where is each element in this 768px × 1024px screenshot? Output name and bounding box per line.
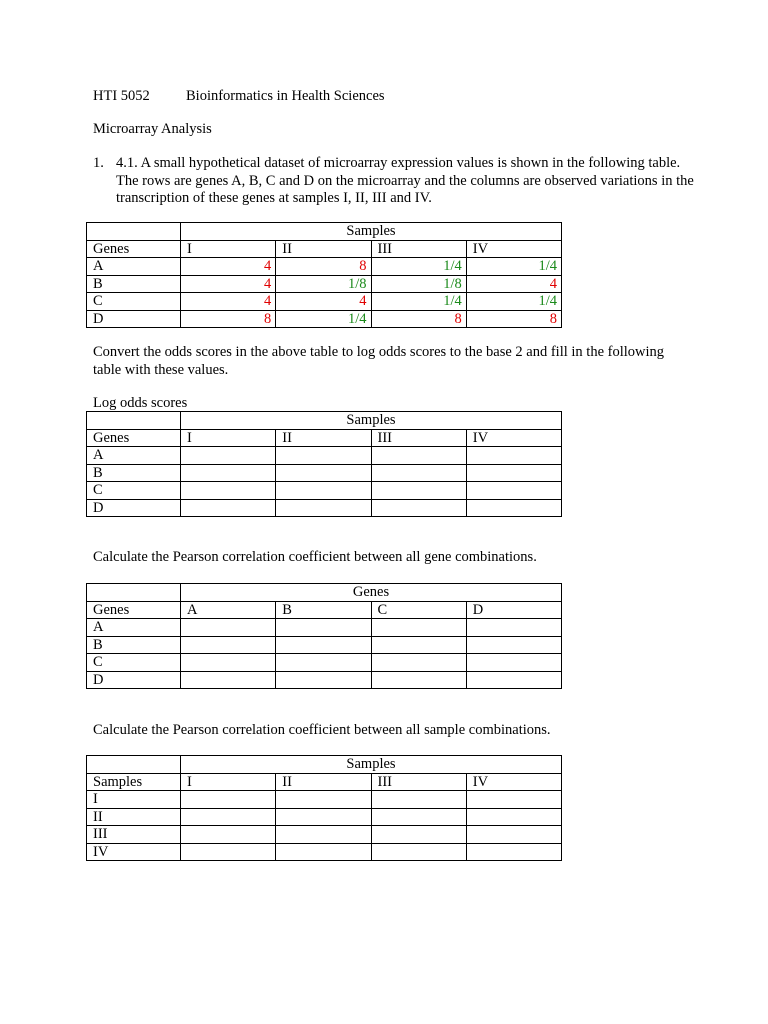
- row-label: D: [87, 310, 181, 328]
- correlation-cell[interactable]: [466, 808, 561, 826]
- column-header: C: [371, 601, 466, 619]
- expression-table: [86, 222, 562, 328]
- course-code: HTI 5052: [93, 88, 150, 104]
- correlation-cell[interactable]: [181, 791, 276, 809]
- column-header: III: [371, 773, 466, 791]
- row-label: II: [87, 808, 181, 826]
- log-odds-cell[interactable]: [276, 464, 371, 482]
- correlation-cell[interactable]: [276, 619, 371, 637]
- correlation-cell[interactable]: [181, 654, 276, 672]
- expression-value-cell: 1/4: [371, 293, 466, 311]
- log-odds-cell[interactable]: [276, 447, 371, 465]
- table-row: [87, 293, 562, 311]
- correlation-cell[interactable]: [276, 791, 371, 809]
- samples-span-header: Samples: [181, 412, 562, 430]
- expression-value-cell: 1/4: [371, 258, 466, 276]
- log-odds-cell[interactable]: [466, 464, 561, 482]
- table-row: [87, 258, 562, 276]
- row-label: D: [87, 499, 181, 517]
- correlation-cell[interactable]: [371, 843, 466, 861]
- row-label: B: [87, 275, 181, 293]
- correlation-cell[interactable]: [466, 636, 561, 654]
- samples-span-header: Samples: [181, 756, 562, 774]
- correlation-cell[interactable]: [371, 654, 466, 672]
- expression-value-cell: 1/4: [276, 310, 371, 328]
- correlation-cell[interactable]: [181, 619, 276, 637]
- log-odds-cell[interactable]: [466, 447, 561, 465]
- row-label: B: [87, 636, 181, 654]
- table-row: [87, 843, 562, 861]
- table-row: [87, 482, 562, 500]
- corner-label: Genes: [87, 601, 181, 619]
- log-odds-cell[interactable]: [371, 464, 466, 482]
- correlation-cell[interactable]: [181, 636, 276, 654]
- row-label: I: [87, 791, 181, 809]
- column-header: IV: [466, 429, 561, 447]
- correlation-cell[interactable]: [276, 826, 371, 844]
- correlation-cell[interactable]: [371, 619, 466, 637]
- expression-value-cell: 8: [466, 310, 561, 328]
- table-row: [87, 310, 562, 328]
- table-header-row: [87, 223, 562, 241]
- correlation-cell[interactable]: [276, 843, 371, 861]
- samples-instruction: Calculate the Pearson correlation coefficient between all sample combinations.: [93, 722, 551, 738]
- correlation-cell[interactable]: [371, 791, 466, 809]
- row-label: A: [87, 447, 181, 465]
- row-label: C: [87, 482, 181, 500]
- column-header: II: [276, 240, 371, 258]
- column-header: A: [181, 601, 276, 619]
- correlation-cell[interactable]: [181, 808, 276, 826]
- expression-value-cell: 1/8: [276, 275, 371, 293]
- section-title: Microarray Analysis: [93, 121, 212, 137]
- correlation-cell[interactable]: [276, 808, 371, 826]
- corner-label: Samples: [87, 773, 181, 791]
- row-label: C: [87, 293, 181, 311]
- log-odds-cell[interactable]: [276, 499, 371, 517]
- table-column-row: [87, 429, 562, 447]
- table-row: [87, 808, 562, 826]
- expression-value-cell: 8: [181, 310, 276, 328]
- correlation-cell[interactable]: [466, 619, 561, 637]
- row-label: IV: [87, 843, 181, 861]
- correlation-cell[interactable]: [371, 636, 466, 654]
- correlation-cell[interactable]: [371, 826, 466, 844]
- row-label: C: [87, 654, 181, 672]
- correlation-cell[interactable]: [276, 636, 371, 654]
- log-odds-cell[interactable]: [466, 482, 561, 500]
- log-odds-cell[interactable]: [371, 499, 466, 517]
- log-odds-table: [86, 411, 562, 517]
- log-odds-caption: Log odds scores: [93, 395, 188, 411]
- correlation-cell[interactable]: [466, 843, 561, 861]
- table-header-row: [87, 412, 562, 430]
- table-column-row: [87, 773, 562, 791]
- table-row: [87, 447, 562, 465]
- table-row: [87, 275, 562, 293]
- log-odds-cell[interactable]: [371, 482, 466, 500]
- row-label: III: [87, 826, 181, 844]
- expression-value-cell: 1/8: [371, 275, 466, 293]
- row-label: A: [87, 619, 181, 637]
- table-row: [87, 619, 562, 637]
- genes-span-header: Genes: [181, 584, 562, 602]
- column-header: II: [276, 429, 371, 447]
- table-row: [87, 826, 562, 844]
- row-label: B: [87, 464, 181, 482]
- samples-span-header: Samples: [181, 223, 562, 241]
- correlation-cell[interactable]: [466, 826, 561, 844]
- column-header: IV: [466, 773, 561, 791]
- table-row: [87, 654, 562, 672]
- correlation-cell[interactable]: [276, 654, 371, 672]
- column-header: I: [181, 773, 276, 791]
- expression-value-cell: 4: [181, 258, 276, 276]
- expression-value-cell: 4: [181, 275, 276, 293]
- expression-value-cell: 4: [181, 293, 276, 311]
- row-label: D: [87, 671, 181, 689]
- column-header: II: [276, 773, 371, 791]
- correlation-cell[interactable]: [371, 808, 466, 826]
- column-header: B: [276, 601, 371, 619]
- correlation-cell[interactable]: [276, 671, 371, 689]
- column-header: I: [181, 429, 276, 447]
- corner-label: Genes: [87, 240, 181, 258]
- table-header-row: [87, 756, 562, 774]
- expression-value-cell: 1/4: [466, 258, 561, 276]
- column-header: IV: [466, 240, 561, 258]
- genes-instruction: Calculate the Pearson correlation coefficient between all gene combinations.: [93, 549, 537, 565]
- table-header-row: [87, 584, 562, 602]
- expression-value-cell: 8: [371, 310, 466, 328]
- course-name: Bioinformatics in Health Sciences: [186, 88, 385, 104]
- expression-value-cell: 4: [466, 275, 561, 293]
- table-column-row: [87, 601, 562, 619]
- question-number: 1.: [93, 155, 104, 171]
- expression-value-cell: 4: [276, 293, 371, 311]
- table-row: [87, 671, 562, 689]
- correlation-cell[interactable]: [181, 826, 276, 844]
- correlation-cell[interactable]: [371, 671, 466, 689]
- log-odds-cell[interactable]: [181, 447, 276, 465]
- log-odds-cell[interactable]: [466, 499, 561, 517]
- sample-correlation-table: [86, 755, 562, 861]
- table-row: [87, 636, 562, 654]
- correlation-cell[interactable]: [181, 843, 276, 861]
- log-odds-cell[interactable]: [181, 499, 276, 517]
- column-header: III: [371, 429, 466, 447]
- correlation-cell[interactable]: [466, 654, 561, 672]
- correlation-cell[interactable]: [181, 671, 276, 689]
- column-header: I: [181, 240, 276, 258]
- log-odds-cell[interactable]: [181, 464, 276, 482]
- column-header: III: [371, 240, 466, 258]
- row-label: A: [87, 258, 181, 276]
- log-odds-cell[interactable]: [276, 482, 371, 500]
- correlation-cell[interactable]: [466, 791, 561, 809]
- table-column-row: [87, 240, 562, 258]
- table-row: [87, 464, 562, 482]
- question-text: 4.1. A small hypothetical dataset of microarray expression values is shown in the following table. The rows are genes A, B, C and D on the microarray and the columns are observed variations in the transcription of these genes at samples I, II, III and IV.: [116, 155, 694, 207]
- log-odds-cell[interactable]: [371, 447, 466, 465]
- convert-instruction: Convert the odds scores in the above table to log odds scores to the base 2 and fill in the following table with these values.: [93, 344, 665, 378]
- table-row: [87, 499, 562, 517]
- column-header: D: [466, 601, 561, 619]
- correlation-cell[interactable]: [466, 671, 561, 689]
- expression-value-cell: 8: [276, 258, 371, 276]
- table-row: [87, 791, 562, 809]
- expression-value-cell: 1/4: [466, 293, 561, 311]
- corner-label: Genes: [87, 429, 181, 447]
- log-odds-cell[interactable]: [181, 482, 276, 500]
- gene-correlation-table: [86, 583, 562, 689]
